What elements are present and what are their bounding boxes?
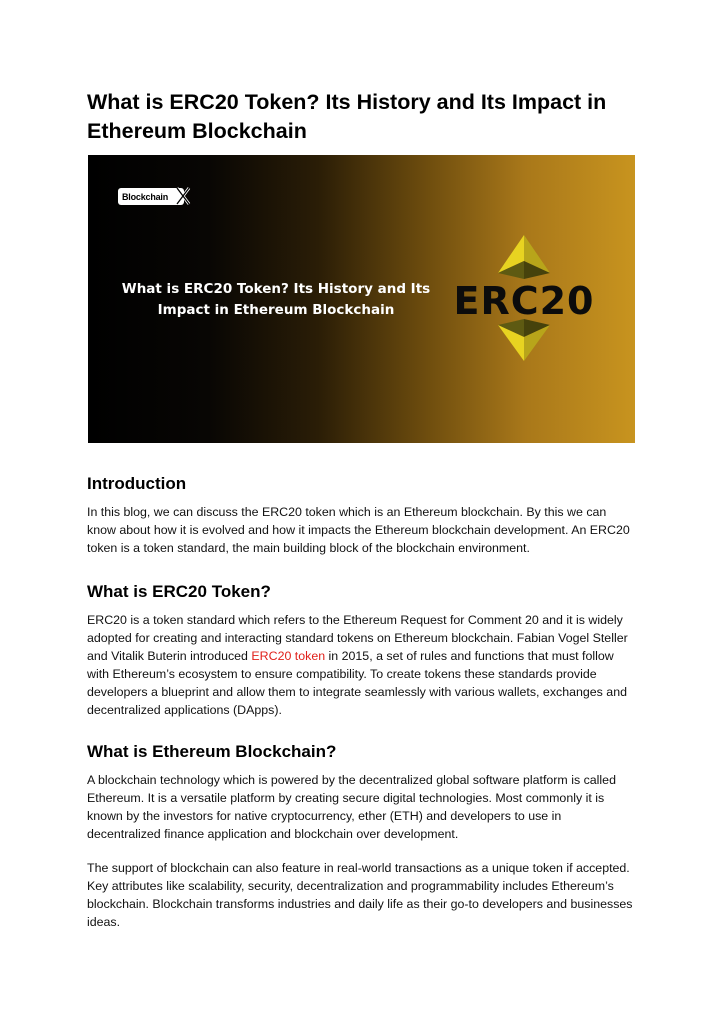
- erc20-body-text-1: ERC20 is a token standard which refers to the Ethereum Request for Comment 20 and it is widely adopted for creating and interacting standard tokens on Ethereum blockchain. Fabian Vogel Steller and Vitalik Buterin introduced: [87, 613, 628, 663]
- erc20-token-link[interactable]: ERC20 token: [251, 649, 326, 663]
- page-title: What is ERC20 Token? Its History and Its Impact in Ethereum Blockchain: [87, 90, 607, 143]
- ethereum-section: [87, 741, 635, 931]
- erc20-logo-text: ERC20: [453, 279, 595, 323]
- introduction-heading: Introduction: [87, 474, 187, 493]
- brand-logo: [118, 188, 184, 205]
- banner-headline: What is ERC20 Token? Its History and Its Impact in Ethereum Blockchain: [121, 281, 431, 318]
- introduction-body: In this blog, we can discuss the ERC20 token which is an Ethereum blockchain. By this we can know about how it is evolved and how it impacts the Ethereum blockchain development. An ERC20 token is a token standard, the main building block of the blockchain environment.: [87, 505, 630, 555]
- banner-image: [88, 155, 635, 443]
- erc20-body-text-2: in 2015, a set of rules and functions that must follow with Ethereum’s ecosystem to ensure compatibility. To create tokens these standards provide developers a blueprint and allow them to integrate seamlessly with various wallets, exchanges and decentralized applications (DApps).: [87, 649, 627, 717]
- ethereum-heading: What is Ethereum Blockchain?: [87, 742, 337, 761]
- ethereum-body-1: A blockchain technology which is powered by the decentralized global software platform is called Ethereum. It is a versatile platform by creating secure digital technologies. Most commonly it is known by the investors for native cryptocurrency, ether (ETH) and developers to use in decentralized finance application and blockchain over development.: [87, 773, 616, 841]
- brand-x-icon: [174, 186, 192, 206]
- introduction-section: [87, 473, 635, 557]
- erc20-body: [87, 611, 635, 719]
- brand-name: Blockchain: [122, 191, 169, 202]
- ethereum-body-2: The support of blockchain can also feature in real-world transactions as a unique token if accepted. Key attributes like scalability, security, decentralization and programmability includes Ethereum’s blockchain. Blockchain transforms industries and daily life as their go-to developers and businesses ideas.: [87, 861, 633, 929]
- erc20-heading: What is ERC20 Token?: [87, 582, 271, 601]
- erc20-section: [87, 581, 635, 719]
- erc20-logo: [450, 233, 598, 363]
- article: [87, 88, 635, 146]
